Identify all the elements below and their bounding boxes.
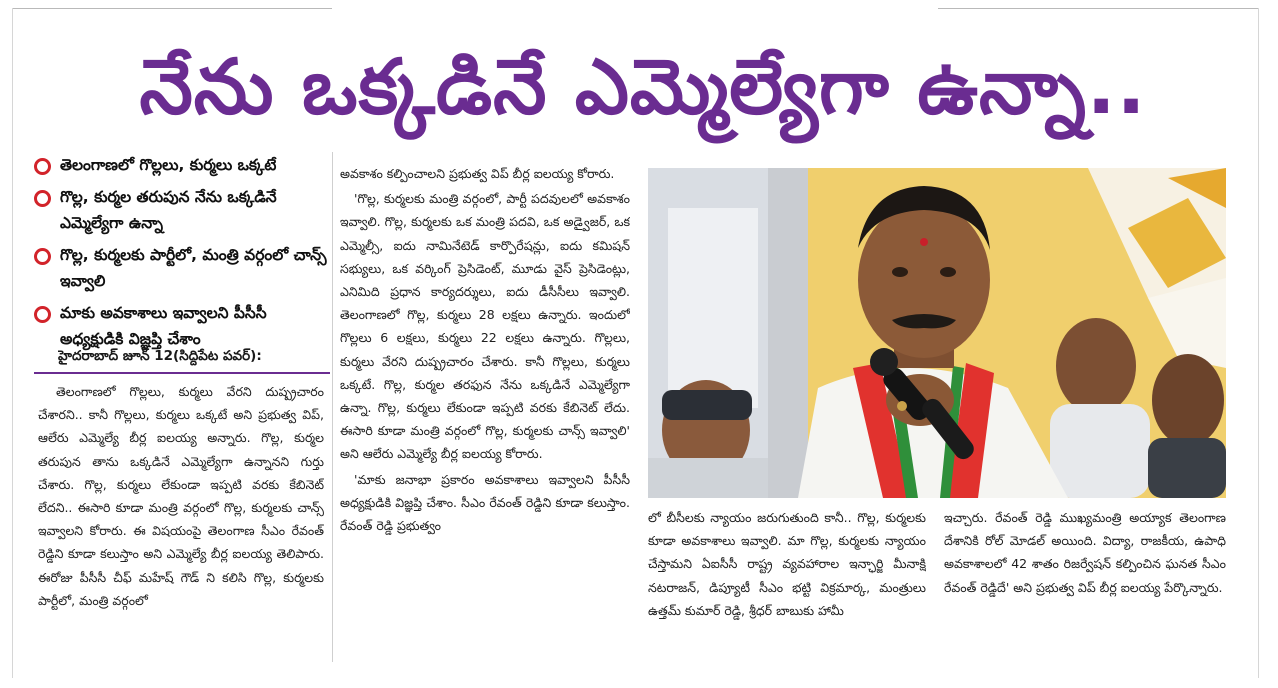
speaker-photo-illustration <box>648 168 1226 498</box>
dateline: హైదరాబాద్ జూన్ 12(సిద్దిపేట పవర్): <box>58 348 262 364</box>
frame-right <box>1258 8 1259 678</box>
circle-bullet-icon <box>34 248 51 265</box>
top-rule-left <box>12 8 332 9</box>
highlight-text: గొల్ల, కుర్మలకు పార్టీలో, మంత్రి వర్గంలో చాన్స్ ఇవ్వాలి <box>60 246 327 290</box>
highlight-item <box>34 242 330 294</box>
article-column-4: ఇచ్చారు. రేవంత్ రెడ్డి ముఖ్యమంత్రి అయ్యాక తెలంగాణ దేశానికి రోల్ మోడల్ అయింది. విద్యా, రాజకీయ, ఉపాధి అవకాశాలలో 42 శాతం రిజర్వేషన్ కల్పించిన ఘనత సీఎం రేవంత్ రెడ్డిదే' అని ప్రభుత్వ విప్ బీర్ల ఐలయ్య పేర్కొన్నారు. <box>944 510 1226 595</box>
highlight-text: గొల్ల, కుర్మల తరుపున నేను ఒక్కడినే ఎమ్మెల్యేగా ఉన్నా <box>60 188 277 232</box>
highlight-item <box>34 300 330 352</box>
article-photo <box>648 168 1226 498</box>
highlight-item <box>34 184 330 236</box>
circle-bullet-icon <box>34 190 51 207</box>
column-divider <box>332 152 333 662</box>
article-paragraph: అవకాశం కల్పించాలని ప్రభుత్వ విప్ బీర్ల ఐలయ్య కోరారు. <box>340 166 615 181</box>
highlights-list <box>34 152 330 358</box>
highlight-text: మాకు అవకాశాలు ఇవ్వాలని పీసీసీ అధ్యక్షుడికి విజ్ఞప్తి చేశాం <box>60 304 267 348</box>
frame-left <box>12 8 13 678</box>
circle-bullet-icon <box>34 158 51 175</box>
article-column-1: తెలంగాణలో గొల్లలు, కుర్మలు వేరని దుష్ప్రచారం చేశారని.. కానీ గొల్లలు, కుర్మలు ఒక్కటే అని ప్రభుత్వ విప్, ఆలేరు ఎమ్మెల్యే బీర్ల ఐలయ్య అన్నారు. గొల్ల, కుర్మల తరుపున తాను ఒక్కడినే ఎమ్మెల్యేగా ఉన్నానని గుర్తు చేశారు. గొల్ల, కుర్మలు లేకుండా ఇప్పటి వరకు కేబినెట్ లేదని.. ఈసారి కూడా మంత్రి వర్గంలో గొల్ల, కుర్మలకు చాన్స్ ఇవ్వాలని కోరారు. ఈ విషయంపై తెలంగాణ సీఎం రేవంత్ రెడ్డిని కూడా కలుస్తాం అని ఎమ్మెల్యే బీర్ల ఐలయ్య తెలిపారు. ఈరోజు పీసీసీ చీఫ్ మహేష్ గౌడ్ ని కలిసి గొల్ల, కుర్మలకు పార్టీలో, మంత్రి వర్గంలో <box>38 384 324 608</box>
highlight-text: తెలంగాణలో గొల్లలు, కుర్మలు ఒక్కటే <box>60 156 277 174</box>
highlight-item <box>34 152 330 178</box>
article-paragraph: 'గొల్ల, కుర్మలకు మంత్రి వర్గంలో, పార్టీ పదవులలో అవకాశం ఇవ్వాలి. గొల్ల, కుర్మలకు ఒక మంత్రి పదవి, ఒక అడ్వైజర్, ఒక ఎమ్మెల్సీ, ఐదు నామినేటెడ్ కార్పొరేషన్లు, ఐదు కమిషన్ సభ్యులు, ఒక వర్కింగ్ ప్రెసిడెంట్, మూడు వైస్ ప్రెసిడెంట్లు, ఎనిమిది ప్రధాన కార్యదర్శులు, ఐదు డీసీసీలు ఇవ్వాలి. తెలంగాణలో గొల్ల, కుర్మలు 28 లక్షలు ఉన్నారు. ఇందులో గొల్లలు 6 లక్షలు, కుర్మలు 22 లక్షలు ఉన్నారు. గొల్లలు, కుర్మలు వేరని దుష్ప్రచారం చేశారు. కానీ గొల్లలు, కుర్మలు ఒక్కటే. గొల్ల, కుర్మల తరఫున నేను ఒక్కడినే ఎమ్మెల్యేగా ఉన్నా. గొల్ల, కుర్మలు లేకుండా ఇప్పటి వరకు కేబినెట్ లేదు. ఈసారి కూడా మంత్రి వర్గంలో గొల్ల, కుర్మలకు చాన్స్ ఇవ్వాలి' అని ఆలేరు ఎమ్మెల్యే బీర్ల ఐలయ్య కోరారు. <box>340 191 630 462</box>
article-paragraph: 'మాకు జనాభా ప్రకారం అవకాశాలు ఇవ్వాలని పీసీసీ అధ్యక్షుడికి విజ్ఞప్తి చేశాం. సీఎం రేవంత్ రెడ్డిని కూడా కలుస్తాం. రేవంత్ రెడ్డి ప్రభుత్వం <box>340 471 630 534</box>
circle-bullet-icon <box>34 306 51 323</box>
top-rule-right <box>938 8 1258 9</box>
article-column-2 <box>340 162 630 667</box>
dateline-rule <box>34 372 330 374</box>
article-column-3: లో బీసీలకు న్యాయం జరుగుతుంది కానీ.. గొల్ల, కుర్మలకు కూడా అవకాశాలు ఇవ్వాలి. మా గొల్ల, కుర్మలకు న్యాయం చేస్తామని ఏఐసీసీ రాష్ట్ర వ్యవహారాల ఇన్ఛార్జి మీనాక్షి నటరాజన్, డిప్యూటీ సీఎం భట్టి విక్రమార్క, మంత్రులు ఉత్తమ్ కుమార్ రెడ్డి, శ్రీధర్ బాబుకు హామీ <box>648 510 926 618</box>
headline: నేను ఒక్కడినే ఎమ్మెల్యేగా ఉన్నా.. <box>139 42 1147 131</box>
